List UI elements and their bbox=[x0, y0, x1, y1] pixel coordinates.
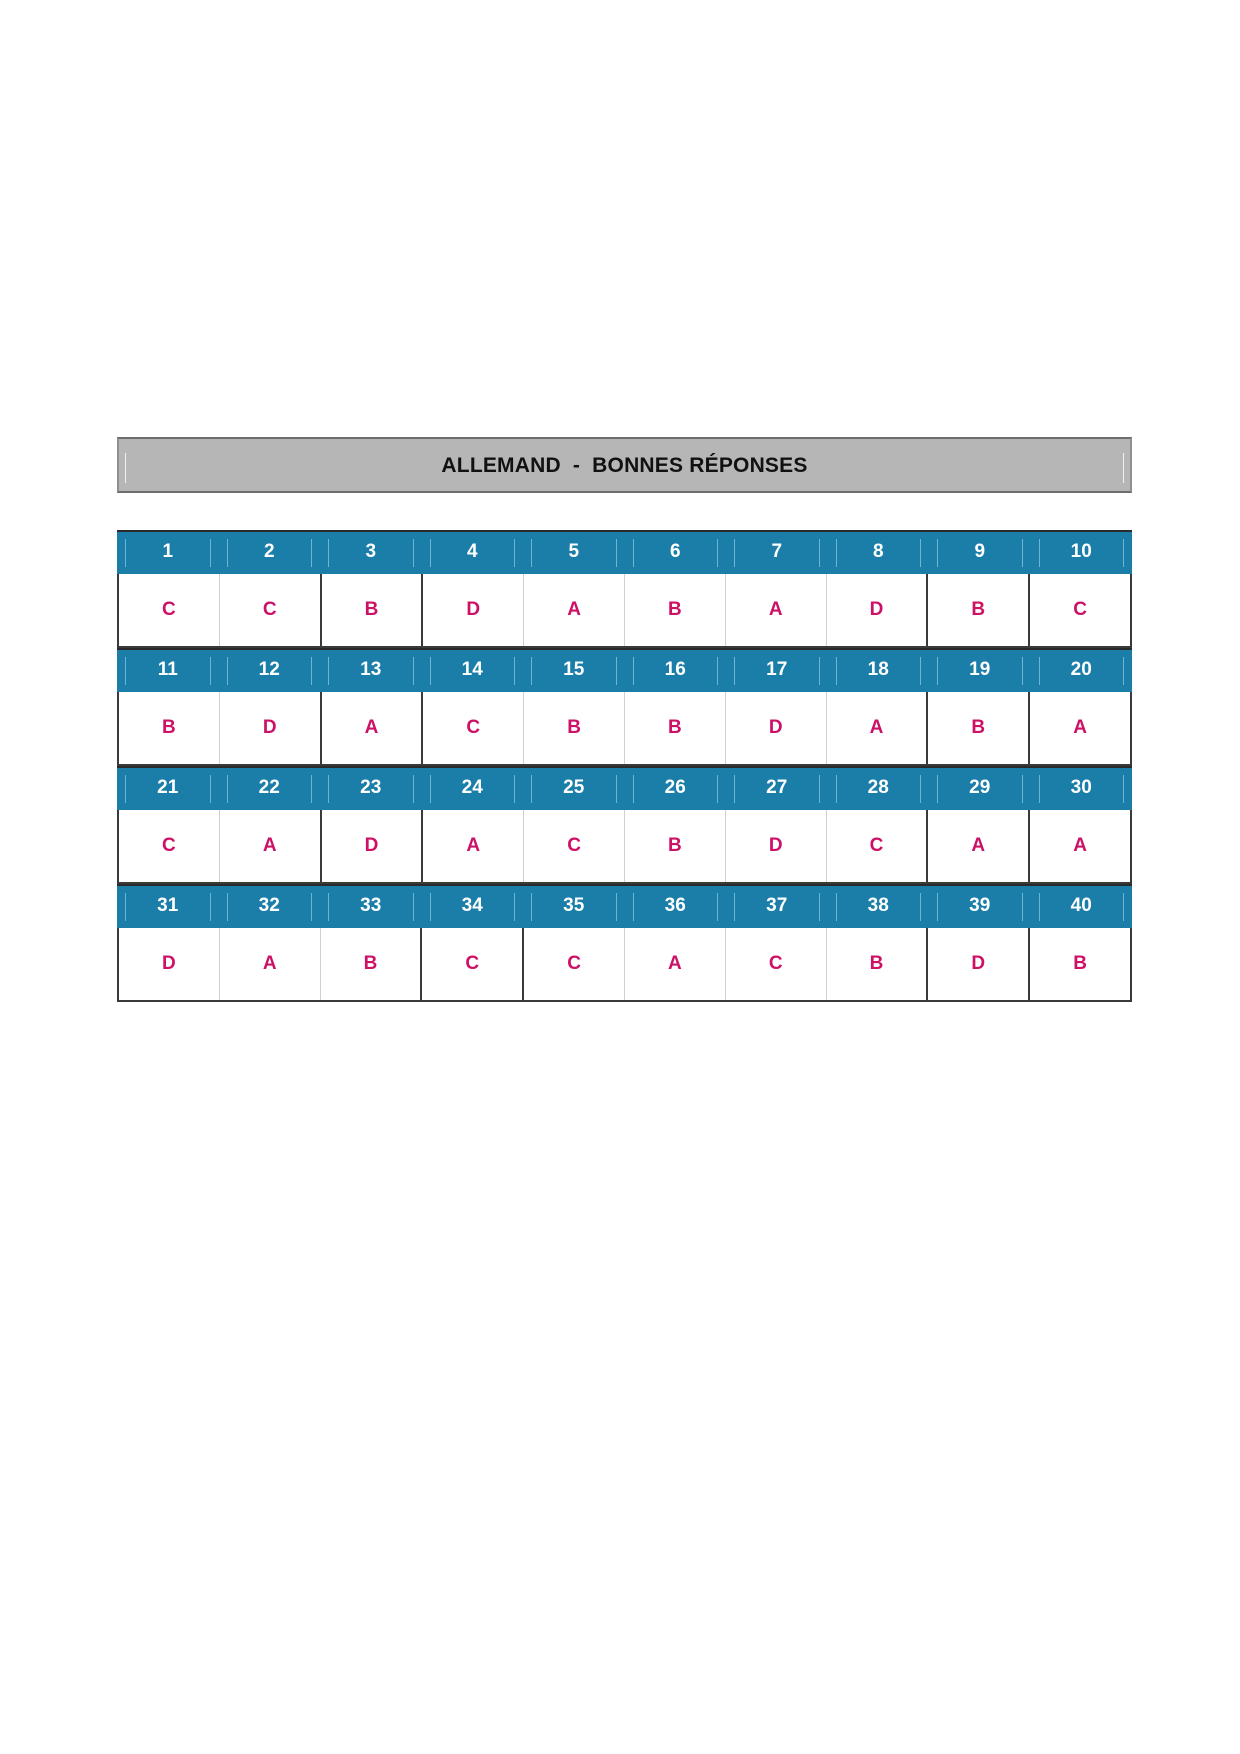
question-number-row bbox=[117, 648, 1132, 692]
answer-letter: C bbox=[523, 810, 624, 882]
answer-letter: B bbox=[926, 692, 1028, 764]
question-number: 11 bbox=[117, 650, 219, 692]
question-number: 1 bbox=[117, 532, 219, 574]
question-number: 20 bbox=[1031, 650, 1133, 692]
answer-letter: D bbox=[826, 574, 927, 646]
question-number: 12 bbox=[219, 650, 321, 692]
question-number: 17 bbox=[726, 650, 828, 692]
question-number: 38 bbox=[828, 886, 930, 928]
answer-letter: A bbox=[1028, 810, 1132, 882]
question-number: 6 bbox=[625, 532, 727, 574]
answer-letter: A bbox=[219, 810, 320, 882]
question-number: 7 bbox=[726, 532, 828, 574]
question-number: 21 bbox=[117, 768, 219, 810]
question-number-row bbox=[117, 530, 1132, 574]
answer-letter: C bbox=[117, 574, 219, 646]
answer-letter: B bbox=[523, 692, 624, 764]
answer-letter: B bbox=[320, 928, 421, 1000]
answer-row bbox=[117, 928, 1132, 1002]
question-number: 14 bbox=[422, 650, 524, 692]
answer-row bbox=[117, 692, 1132, 766]
question-number: 2 bbox=[219, 532, 321, 574]
question-number: 5 bbox=[523, 532, 625, 574]
answer-letter: A bbox=[320, 692, 422, 764]
question-number: 23 bbox=[320, 768, 422, 810]
title-bar bbox=[117, 437, 1132, 493]
answer-letter: B bbox=[826, 928, 927, 1000]
answer-letter: C bbox=[117, 810, 219, 882]
question-number: 28 bbox=[828, 768, 930, 810]
answer-letter: B bbox=[926, 574, 1028, 646]
answer-letter: A bbox=[523, 574, 624, 646]
answer-letter: D bbox=[421, 574, 523, 646]
answer-letter: A bbox=[826, 692, 927, 764]
question-number: 4 bbox=[422, 532, 524, 574]
answer-letter: D bbox=[926, 928, 1028, 1000]
question-number: 19 bbox=[929, 650, 1031, 692]
question-number: 16 bbox=[625, 650, 727, 692]
question-number: 9 bbox=[929, 532, 1031, 574]
question-number: 29 bbox=[929, 768, 1031, 810]
question-number: 24 bbox=[422, 768, 524, 810]
question-number: 3 bbox=[320, 532, 422, 574]
answer-letter: D bbox=[320, 810, 422, 882]
answer-letter: A bbox=[926, 810, 1028, 882]
answer-letter: D bbox=[117, 928, 219, 1000]
answer-block-1 bbox=[117, 530, 1132, 648]
answer-grid bbox=[117, 530, 1132, 1002]
answer-letter: C bbox=[1028, 574, 1132, 646]
question-number: 18 bbox=[828, 650, 930, 692]
question-number: 36 bbox=[625, 886, 727, 928]
question-number: 26 bbox=[625, 768, 727, 810]
answer-letter: A bbox=[1028, 692, 1132, 764]
answer-row bbox=[117, 574, 1132, 648]
page-title: ALLEMAND - BONNES RÉPONSES bbox=[441, 454, 808, 477]
answer-letter: B bbox=[624, 574, 725, 646]
answer-letter: B bbox=[1028, 928, 1132, 1000]
answer-letter: D bbox=[725, 692, 826, 764]
question-number: 25 bbox=[523, 768, 625, 810]
question-number-row bbox=[117, 766, 1132, 810]
answer-letter: A bbox=[624, 928, 725, 1000]
question-number: 34 bbox=[422, 886, 524, 928]
answer-letter: C bbox=[219, 574, 320, 646]
question-number: 10 bbox=[1031, 532, 1133, 574]
answer-letter: B bbox=[624, 810, 725, 882]
question-number: 32 bbox=[219, 886, 321, 928]
answer-letter: C bbox=[826, 810, 927, 882]
answer-letter: D bbox=[219, 692, 320, 764]
question-number: 33 bbox=[320, 886, 422, 928]
question-number: 37 bbox=[726, 886, 828, 928]
answer-letter: C bbox=[421, 692, 523, 764]
question-number: 13 bbox=[320, 650, 422, 692]
answer-letter: B bbox=[624, 692, 725, 764]
question-number: 15 bbox=[523, 650, 625, 692]
answer-letter: C bbox=[725, 928, 826, 1000]
question-number: 35 bbox=[523, 886, 625, 928]
answer-letter: D bbox=[725, 810, 826, 882]
question-number: 31 bbox=[117, 886, 219, 928]
answer-block-3 bbox=[117, 766, 1132, 884]
answer-letter: A bbox=[219, 928, 320, 1000]
question-number: 27 bbox=[726, 768, 828, 810]
question-number: 30 bbox=[1031, 768, 1133, 810]
answer-letter: A bbox=[421, 810, 523, 882]
answer-letter: A bbox=[725, 574, 826, 646]
answer-letter: B bbox=[117, 692, 219, 764]
question-number: 8 bbox=[828, 532, 930, 574]
answer-letter: C bbox=[522, 928, 624, 1000]
question-number-row bbox=[117, 884, 1132, 928]
answer-block-2 bbox=[117, 648, 1132, 766]
question-number: 39 bbox=[929, 886, 1031, 928]
question-number: 40 bbox=[1031, 886, 1133, 928]
question-number: 22 bbox=[219, 768, 321, 810]
answer-block-4 bbox=[117, 884, 1132, 1002]
answer-letter: B bbox=[320, 574, 422, 646]
answer-letter: C bbox=[420, 928, 522, 1000]
answer-row bbox=[117, 810, 1132, 884]
